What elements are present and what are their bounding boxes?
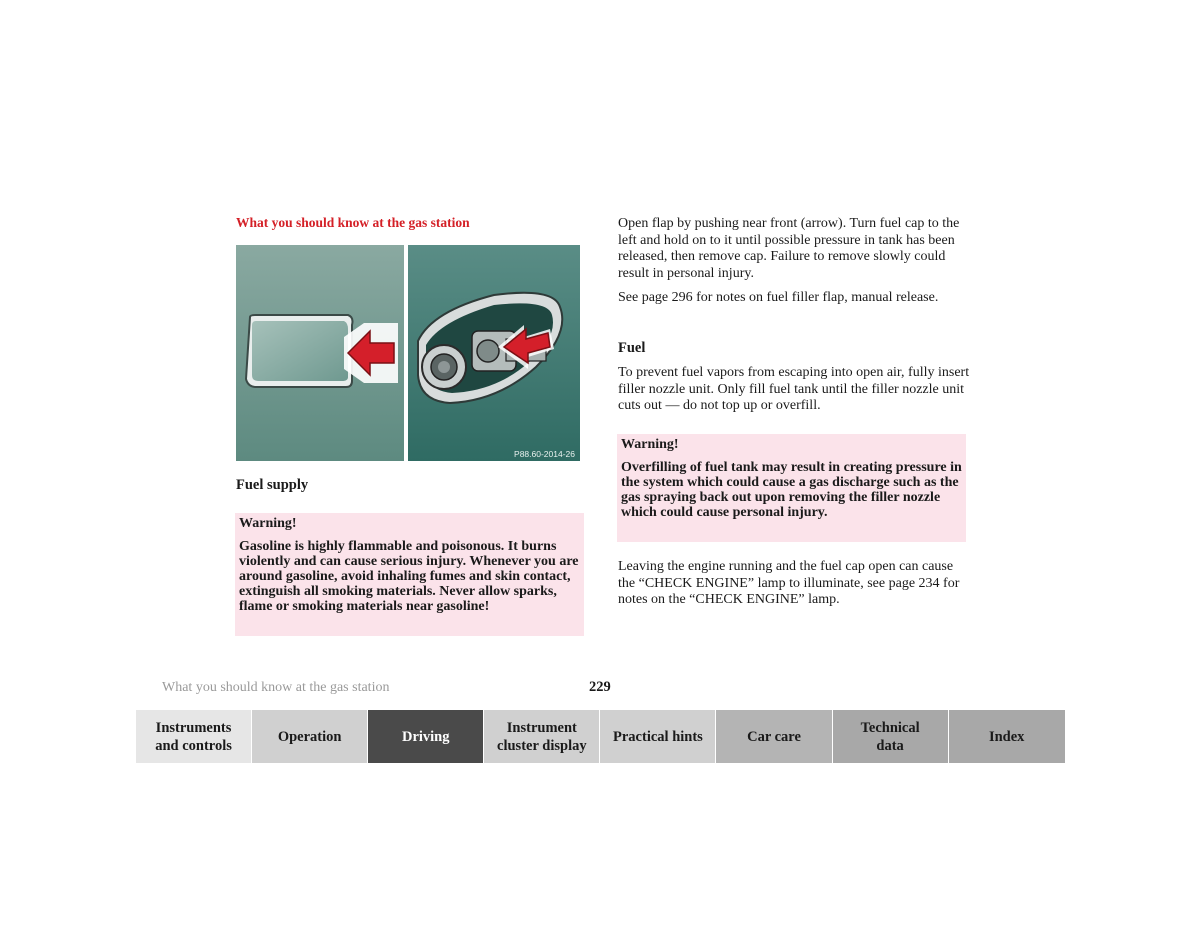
footer-section-title: What you should know at the gas station	[162, 680, 390, 695]
nav-tab-label: Instruments	[155, 719, 232, 736]
nav-tab-label: cluster display	[497, 737, 587, 754]
warning-label: Warning!	[239, 516, 297, 531]
paragraph-check-engine: Leaving the engine running and the fuel cap open can cause the “CHECK ENGINE” lamp to illuminate, see page 234 for notes on the “CHECK ENGINE” lamp.	[618, 559, 960, 608]
warning-label: Warning!	[621, 437, 679, 452]
warning-box-gasoline	[235, 513, 584, 636]
nav-tab-label: Instrument	[506, 719, 577, 736]
nav-tab-label: Car care	[747, 728, 801, 745]
warning-text: Overfilling of fuel tank may result in creating pressure in the system which could cause a gas discharge such as the gas spraying back out upon removing the filler nozzle which could cause personal injury.	[621, 460, 962, 520]
warning-text: Gasoline is highly flammable and poisonous. It burns violently and can cause serious injury. Whenever you are around gasoline, avoid inhaling fumes and skin contact, extinguish all smoking materials. Never allow sparks, flame or smoking materials near gasoline!	[239, 539, 579, 614]
nav-tab-instruments-and-controls[interactable]	[136, 710, 252, 763]
warning-box-overfilling	[617, 434, 966, 542]
page-number: 229	[589, 679, 611, 695]
nav-tab-label: Practical hints	[613, 728, 703, 745]
nav-tab-instrument-cluster-display[interactable]	[484, 710, 600, 763]
paragraph-see-page: See page 296 for notes on fuel filler flap, manual release.	[618, 290, 939, 305]
nav-tab-label: Driving	[401, 728, 450, 745]
nav-tab-driving[interactable]	[368, 710, 484, 763]
fuel-heading: Fuel	[618, 340, 646, 356]
nav-tab-label: and controls	[155, 737, 232, 754]
nav-tab-label: data	[876, 737, 904, 754]
section-title: What you should know at the gas station	[236, 215, 470, 230]
paragraph-open-flap: Open flap by pushing near front (arrow). Turn fuel cap to the left and hold on to it until possible pressure in tank has been released, then remove cap. Failure to remove slowly could result in personal injury.	[618, 216, 960, 282]
nav-tab-label: Technical	[860, 719, 920, 736]
nav-tab-technical-data[interactable]	[833, 710, 949, 763]
nav-tab-label: Index	[988, 728, 1025, 745]
fuel-flap-illustration	[236, 245, 580, 461]
nav-tab-label: Operation	[277, 728, 342, 745]
nav-tab-car-care[interactable]	[716, 710, 832, 763]
nav-tab-practical-hints[interactable]	[600, 710, 716, 763]
figure-code: P88.60-2014-26	[514, 449, 575, 459]
chapter-navigation	[136, 710, 1065, 763]
fuel-supply-heading: Fuel supply	[236, 477, 309, 493]
nav-tab-operation[interactable]	[252, 710, 368, 763]
paragraph-fuel-vapors: To prevent fuel vapors from escaping into open air, fully insert filler nozzle unit. Only fill fuel tank until the filler nozzle unit cuts out — do not top up or overfill.	[618, 365, 970, 414]
nav-tab-index[interactable]	[949, 710, 1065, 763]
